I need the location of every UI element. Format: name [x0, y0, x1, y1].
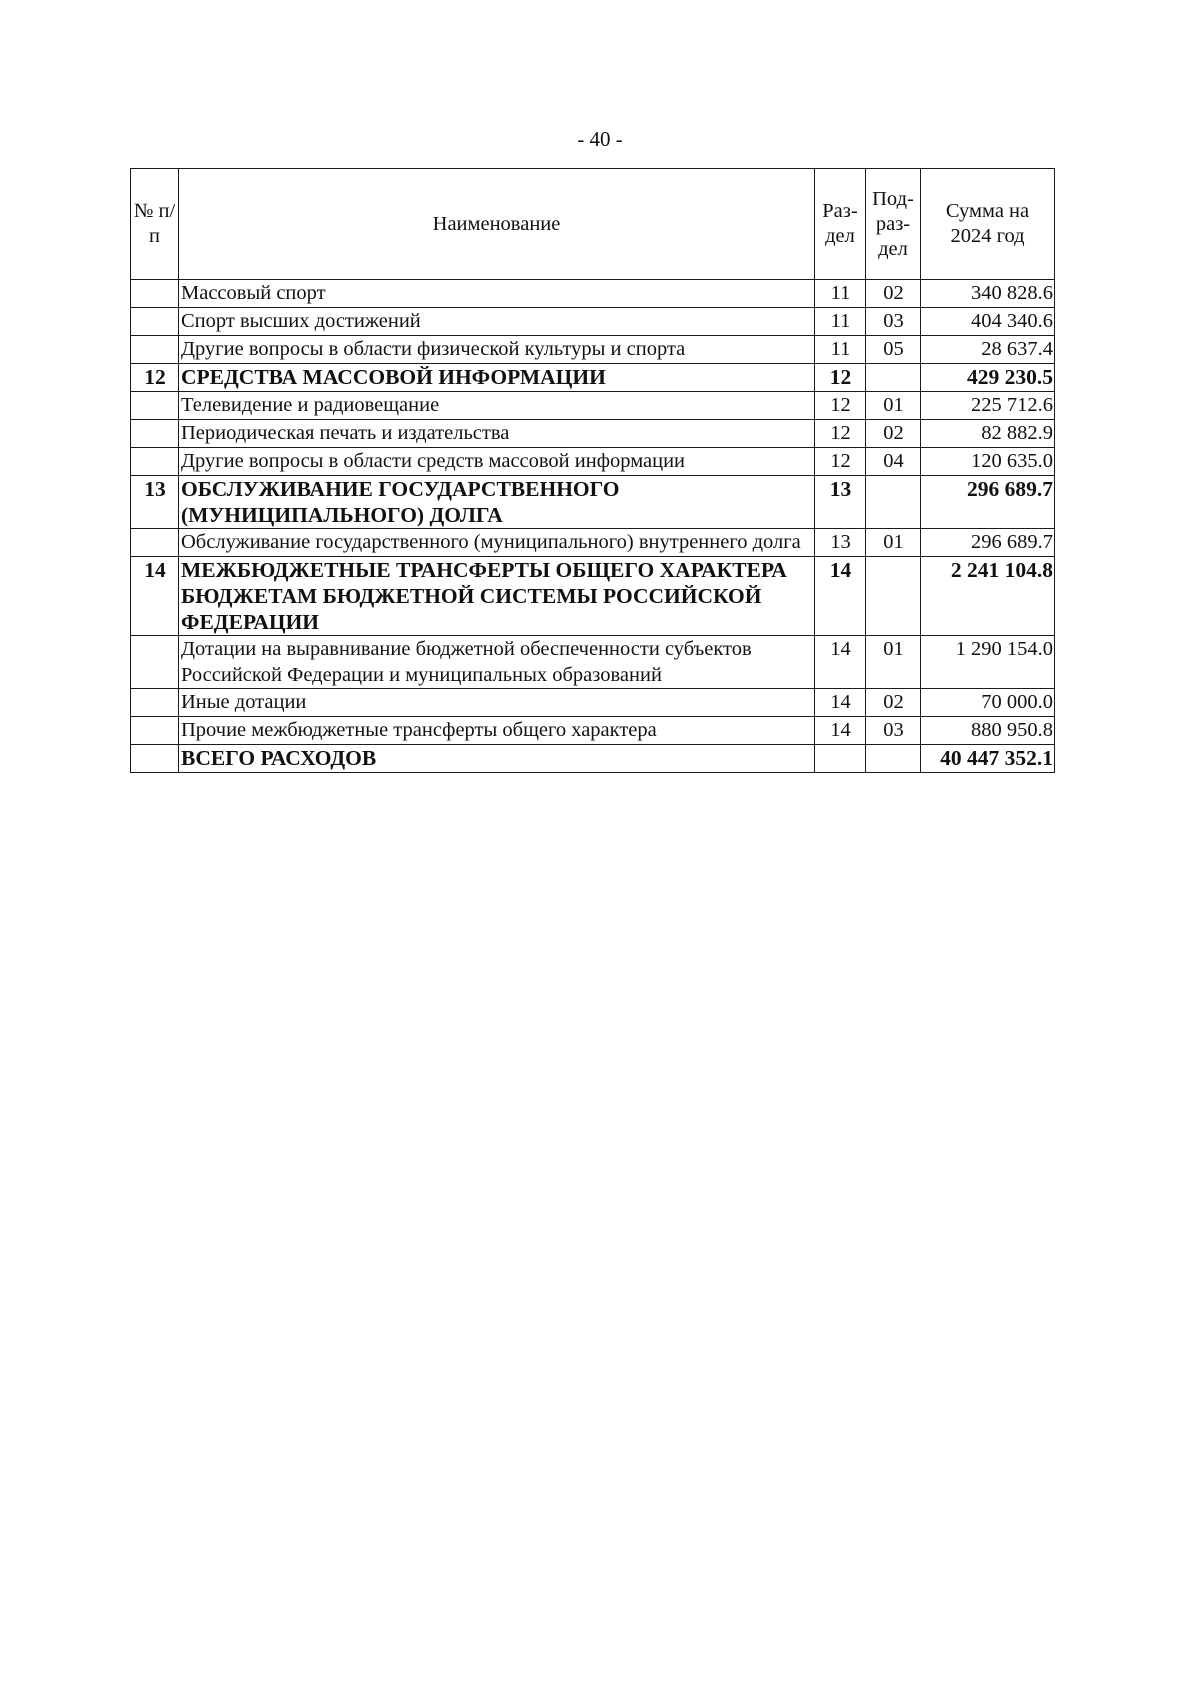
- row-podrazdel: [866, 557, 921, 636]
- header-sum: [921, 169, 1055, 280]
- row-name: Иные дотации: [179, 689, 815, 717]
- row-podrazdel: 01: [866, 636, 921, 689]
- row-num: [131, 636, 179, 689]
- row-sum: 225 712.6: [921, 392, 1055, 420]
- table-row: [131, 636, 1055, 689]
- row-name: Телевидение и радиовещание: [179, 392, 815, 420]
- row-num: [131, 336, 179, 364]
- row-num: [131, 280, 179, 308]
- row-num: [131, 689, 179, 717]
- row-num: [131, 448, 179, 476]
- row-num: [131, 420, 179, 448]
- row-num: [131, 529, 179, 557]
- table-row-section: [131, 476, 1055, 529]
- table-body: [131, 280, 1055, 773]
- header-razdel: [815, 169, 866, 280]
- row-name: Дотации на выравнивание бюджетной обеспеченности субъектов Российской Федерации и муниципальных образований: [179, 636, 815, 689]
- table-row: [131, 717, 1055, 745]
- row-name: Спорт высших достижений: [179, 308, 815, 336]
- row-podrazdel: 02: [866, 689, 921, 717]
- row-razdel: 14: [815, 557, 866, 636]
- table-row: [131, 280, 1055, 308]
- row-name: ОБСЛУЖИВАНИЕ ГОСУДАРСТВЕННОГО (МУНИЦИПАЛЬНОГО) ДОЛГА: [179, 476, 815, 529]
- row-razdel: 12: [815, 420, 866, 448]
- row-podrazdel: 02: [866, 420, 921, 448]
- row-sum: 404 340.6: [921, 308, 1055, 336]
- row-razdel: 12: [815, 364, 866, 392]
- budget-table: [130, 168, 1055, 773]
- header-name-label: Наименование: [432, 212, 561, 235]
- row-razdel: 14: [815, 689, 866, 717]
- row-razdel: 14: [815, 717, 866, 745]
- row-razdel: 11: [815, 280, 866, 308]
- row-sum: 296 689.7: [921, 476, 1055, 529]
- row-num: [131, 392, 179, 420]
- row-name: Прочие межбюджетные трансферты общего характера: [179, 717, 815, 745]
- table-row: [131, 308, 1055, 336]
- row-sum: 1 290 154.0: [921, 636, 1055, 689]
- table-row: [131, 448, 1055, 476]
- row-num: 12: [131, 364, 179, 392]
- row-sum: 880 950.8: [921, 717, 1055, 745]
- row-name: Обслуживание государственного (муниципального) внутреннего долга: [179, 529, 815, 557]
- table-row-section: [131, 364, 1055, 392]
- table-row: [131, 689, 1055, 717]
- row-sum: 429 230.5: [921, 364, 1055, 392]
- row-razdel: 13: [815, 529, 866, 557]
- total-row: [131, 745, 1055, 773]
- row-num: [131, 308, 179, 336]
- row-name: МЕЖБЮДЖЕТНЫЕ ТРАНСФЕРТЫ ОБЩЕГО ХАРАКТЕРА БЮДЖЕТАМ БЮДЖЕТНОЙ СИСТЕМЫ РОССИЙСКОЙ ФЕДЕРАЦИИ: [179, 557, 815, 636]
- total-label: ВСЕГО РАСХОДОВ: [179, 745, 815, 773]
- header-razdel-label: Раз- дел: [822, 200, 858, 247]
- total-num-cell: [131, 745, 179, 773]
- row-sum: 82 882.9: [921, 420, 1055, 448]
- row-podrazdel: 01: [866, 529, 921, 557]
- total-podrazdel-cell: [866, 745, 921, 773]
- row-razdel: 12: [815, 448, 866, 476]
- table-row: [131, 420, 1055, 448]
- row-sum: 28 637.4: [921, 336, 1055, 364]
- row-sum: 296 689.7: [921, 529, 1055, 557]
- table-row: [131, 392, 1055, 420]
- row-podrazdel: 02: [866, 280, 921, 308]
- header-name: [179, 169, 815, 280]
- row-razdel: 11: [815, 308, 866, 336]
- table-row: [131, 529, 1055, 557]
- row-sum: 2 241 104.8: [921, 557, 1055, 636]
- row-name: Периодическая печать и издательства: [179, 420, 815, 448]
- page-number: - 40 -: [577, 127, 623, 151]
- row-podrazdel: [866, 476, 921, 529]
- row-sum: 340 828.6: [921, 280, 1055, 308]
- header-podrazdel: [866, 169, 921, 280]
- row-podrazdel: 04: [866, 448, 921, 476]
- table-row: [131, 336, 1055, 364]
- row-podrazdel: 05: [866, 336, 921, 364]
- header-sum-label: Сумма на 2024 год: [945, 200, 1030, 247]
- row-razdel: 14: [815, 636, 866, 689]
- row-name: Другие вопросы в области физической культуры и спорта: [179, 336, 815, 364]
- row-razdel: 13: [815, 476, 866, 529]
- row-sum: 70 000.0: [921, 689, 1055, 717]
- row-podrazdel: 03: [866, 717, 921, 745]
- total-sum: 40 447 352.1: [921, 745, 1055, 773]
- header-podrazdel-label: Под- раз- дел: [872, 187, 914, 260]
- row-razdel: 12: [815, 392, 866, 420]
- row-podrazdel: 01: [866, 392, 921, 420]
- row-name: Другие вопросы в области средств массовой информации: [179, 448, 815, 476]
- row-num: 14: [131, 557, 179, 636]
- row-razdel: 11: [815, 336, 866, 364]
- row-name: СРЕДСТВА МАССОВОЙ ИНФОРМАЦИИ: [179, 364, 815, 392]
- table-row-section: [131, 557, 1055, 636]
- header-num-label: № п/п: [133, 200, 176, 247]
- row-podrazdel: 03: [866, 308, 921, 336]
- row-num: [131, 717, 179, 745]
- header-num: [131, 169, 179, 280]
- row-name: Массовый спорт: [179, 280, 815, 308]
- row-sum: 120 635.0: [921, 448, 1055, 476]
- row-num: 13: [131, 476, 179, 529]
- row-podrazdel: [866, 364, 921, 392]
- table-header-row: [131, 169, 1055, 280]
- total-razdel-cell: [815, 745, 866, 773]
